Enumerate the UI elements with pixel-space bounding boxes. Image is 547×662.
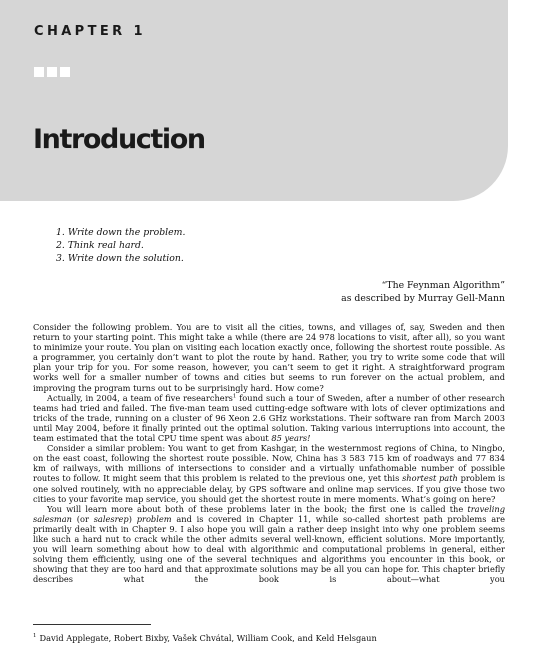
chapter-title: Introduction xyxy=(33,124,205,155)
body-text xyxy=(33,322,505,584)
paragraph-text: and is covered in Chapter 11, while so-called shortest path problems are primarily dealt with in Chapter 9. I also hope you will gain a rather deep insight into why one problem seems like such a hard nut to crack while the other admits several well-known, efficient solutions. More importantly, you will learn something about how to deal with algorithmic and computational problems in general, either solving them efficiently, using one of the several techniques and algorithms you encounter in this book, or showing that they are too hard and that approximate solutions may be all you can hope for. This chapter briefly describes what the book is about—what you xyxy=(33,513,506,585)
marker-block xyxy=(47,67,57,77)
paragraph-3 xyxy=(33,443,505,504)
footnote-number: 1 xyxy=(33,633,37,640)
paragraph-text: Consider the following problem. You are to visit all the cities, towns, and villages of, say, Sweden and then return to your starting point. This might take a while (there are 24 978 locations to visit, after all), so you want to minimize your route. You plan on visiting each location exactly once, following the shortest route possible. As a programmer, you certainly don’t want to plot the route by hand. Rather, you try to write some code that will plan your trip for you. For some reason, however, you can’t seem to get it right. A straightforward program works well for a smaller number of towns and cities but seems to run forever on the actual problem, and improving the program turns out to be surprisingly hard. How come? xyxy=(33,322,505,393)
marker-block xyxy=(34,67,44,77)
paragraph-text: problem is one solved routinely, with no appreciable delay, by GPS software and online map services. If you give those two cities to your favorite map service, you should get the shortest route in mere moments. What’s going on here? xyxy=(33,473,506,504)
epigraph-credit: as described by Murray Gell-Mann xyxy=(341,293,505,304)
emphasis-text: 85 years! xyxy=(271,433,311,444)
emphasis-text: traveling salesman xyxy=(33,503,505,524)
footnote-reference: 1 xyxy=(232,392,237,399)
chapter-marker-blocks xyxy=(34,67,70,77)
paragraph-text: found such a tour of Sweden, after a number of other research teams had tried and failed. The five-man team used cutting-edge software with lots of clever optimizations and tricks of the trade, running on a cluster of 96 Xeon 2.6 GHz workstations. Their software ran from March 2003 until May 2004, before it finally printed out the optimal solution. Taking various interruptions into account, the team estimated that the total CPU time spent was about xyxy=(33,392,505,444)
epigraph-item: 1. Write down the problem. xyxy=(56,227,186,238)
epigraph-item: 3. Write down the solution. xyxy=(56,253,184,264)
marker-block xyxy=(60,67,70,77)
paragraph-text: (or xyxy=(71,513,94,524)
emphasis-text: shortest path xyxy=(402,473,458,484)
emphasis-text: salesrep xyxy=(93,513,129,524)
paragraph-1 xyxy=(33,322,505,393)
footnote-divider xyxy=(33,624,151,625)
emphasis-text: problem xyxy=(136,513,172,524)
paragraph-text: You will learn more about both of these problems later in the book; the first one is called the xyxy=(47,503,468,514)
paragraph-4 xyxy=(33,504,505,585)
epigraph-list xyxy=(56,226,185,265)
footnote xyxy=(33,633,377,643)
paragraph-text: ) xyxy=(128,513,137,524)
epigraph-source: “The Feynman Algorithm” xyxy=(381,280,505,291)
paragraph-text: Actually, in 2004, a team of five researchers xyxy=(47,392,233,403)
epigraph-item: 2. Think real hard. xyxy=(56,240,144,251)
footnote-text: David Applegate, Robert Bixby, Vašek Chvátal, William Cook, and Keld Helsgaun xyxy=(39,633,377,643)
paragraph-text: Consider a similar problem: You want to get from Kashgar, in the westernmost regions of China, to Ningbo, on the east coast, following the shortest route possible. Now, China has 3 583 715 km of roadways and 77 834 km of railways, with millions of intersections to consider and a virtually unfathomable number of possible routes to follow. It might seem that this problem is related to the previous one, yet this xyxy=(33,443,505,484)
chapter-label: CHAPTER 1 xyxy=(34,24,146,39)
paragraph-2 xyxy=(33,393,505,443)
epigraph-attribution xyxy=(341,279,505,305)
